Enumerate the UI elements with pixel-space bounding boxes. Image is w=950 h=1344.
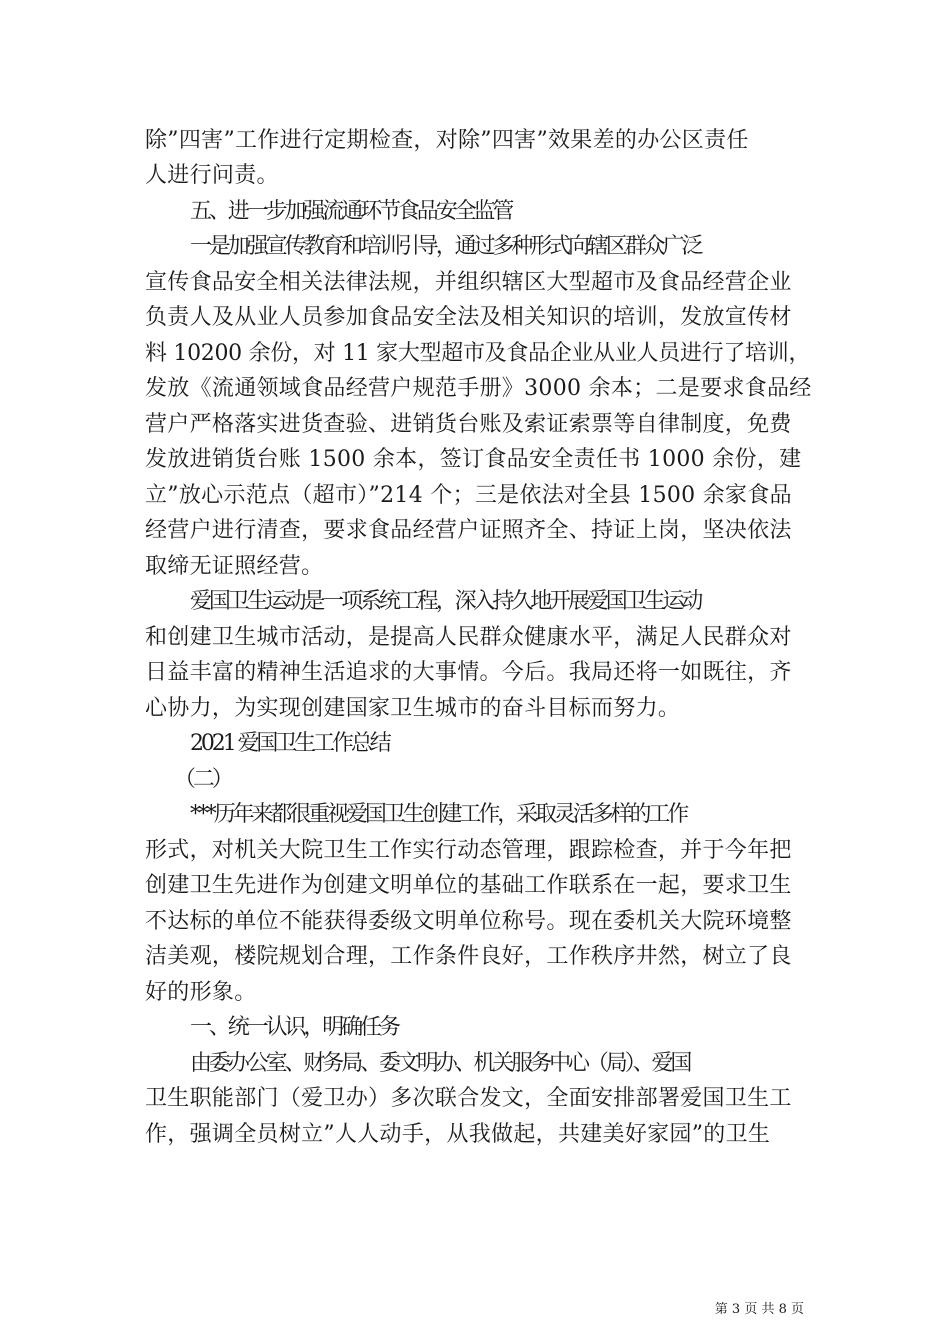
text-line: 一是加强宣传教育和培训引导，通过多种形式向辖区群众广泛	[190, 234, 701, 259]
text-line: 宣传食品安全相关法律法规，并组织辖区大型超市及食品经营企业	[145, 270, 792, 295]
text-line: ***历年来都很重视爱国卫生创建工作，采取灵活多样的工作	[190, 802, 687, 827]
text-line: 爱国卫生运动是一项系统工程，深入持久地开展爱国卫生运动	[190, 589, 701, 614]
part-label: （二）	[174, 767, 231, 792]
text-line: 营户严格落实进货查验、进销货台账及索证索票等自律制度，免费	[145, 412, 792, 437]
section-heading: 五、进一步加强流通环节食品安全监管	[190, 199, 512, 224]
text-line: 负责人及从业人员参加食品安全法及相关知识的培训，发放宣传材	[145, 305, 792, 330]
text-line: 料 10200 余份，对 11 家大型超市及食品企业从业人员进行了培训，	[145, 341, 811, 366]
text-line: 好的形象。	[145, 980, 257, 1005]
text-line: 发放进销货台账 1500 余本，签订食品安全责任书 1000 余份，建	[145, 447, 802, 472]
text-line: 创建卫生先进作为创建文明单位的基础工作联系在一起，要求卫生	[145, 873, 792, 898]
text-line: 作，强调全员树立”人人动手，从我做起，共建美好家园”的卫生	[145, 1122, 771, 1147]
text-line: 立”放心示范点（超市）”214 个；三是依法对全县 1500 余家食品	[145, 483, 792, 508]
text-line: 日益丰富的精神生活追求的大事情。今后。我局还将一如既往，齐	[145, 660, 792, 685]
text-line: 不达标的单位不能获得委级文明单位称号。现在委机关大院环境整	[145, 909, 792, 934]
page-number: 第 3 页 共 8 页	[714, 1302, 804, 1317]
text-line: 由委办公室、财务局、委文明办、机关服务中心（局）、爱国	[190, 1051, 690, 1076]
text-line: 形式，对机关大院卫生工作实行动态管理，跟踪检查，并于今年把	[145, 838, 792, 863]
text-line: 和创建卫生城市活动，是提高人民群众健康水平，满足人民群众对	[145, 625, 792, 650]
text-line: 洁美观，楼院规划合理，工作条件良好，工作秩序井然，树立了良	[145, 944, 792, 969]
text-line: 除”四害”工作进行定期检查，对除”四害”效果差的办公区责任	[145, 128, 749, 153]
text-line: 发放《流通领域食品经营户规范手册》3000 余本；二是要求食品经	[145, 376, 812, 401]
section-heading: 一、统一认识，明确任务	[190, 1015, 398, 1040]
text-line: 心协力，为实现创建国家卫生城市的奋斗目标而努力。	[145, 696, 681, 721]
document-title: 2021 爱国卫生工作总结	[190, 731, 389, 756]
text-line: 经营户进行清查，要求食品经营户证照齐全、持证上岗，坚决依法	[145, 518, 792, 543]
text-line: 人进行问责。	[145, 163, 279, 188]
text-line: 卫生职能部门（爱卫办）多次联合发文，全面安排部署爱国卫生工	[145, 1086, 792, 1111]
text-line: 取缔无证照经营。	[145, 554, 324, 579]
